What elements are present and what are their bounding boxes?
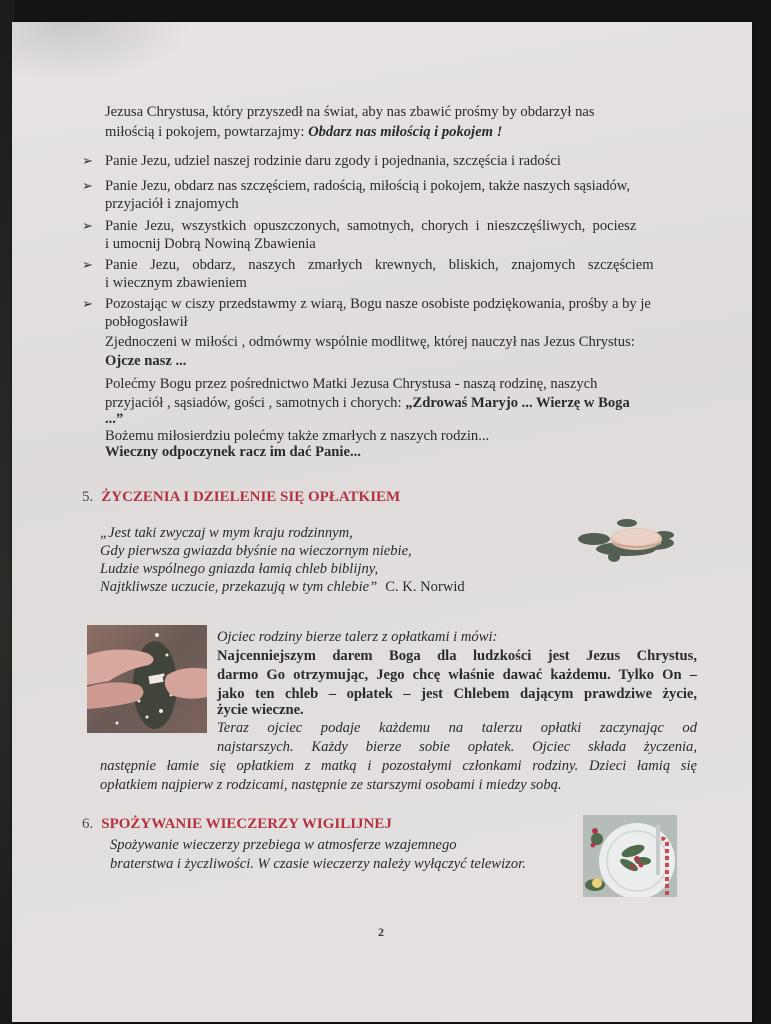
hail-mary-creed: „Zdrowaś Maryjo ... Wierzę w Boga (405, 395, 630, 411)
hail-mary-line-3: ...” (105, 411, 124, 427)
bullet-icon: ➢ (82, 178, 93, 193)
poem-line-3: Ludzie wspólnego gniazda łamią chleb biblijny, (100, 561, 379, 577)
poem-line-4 (100, 577, 465, 597)
intercession-3-line-2: i umocnij Dobrą Nowiną Zbawienia (105, 236, 316, 252)
instructions-line-3: następnie łamie się opłatkiem z matką i pozostałymi członkami rodziny. Dzieci łamią się (100, 758, 697, 774)
intercession-5-line-2: pobłogosławił (105, 314, 188, 330)
hands-breaking-wafer-image (87, 625, 207, 733)
father-words-line-2: darmo Go otrzymując, Jego chcę właśnie dawać każdemu. Tylko On – (217, 667, 697, 683)
section-5-number: 5. (82, 489, 94, 505)
intercession-3-line-1: Panie Jezu, wszystkich opuszczonych, samotnych, chorych i nieszczęśliwych, pociesz (105, 218, 637, 234)
intro-response: Obdarz nas miłością i pokojem ! (308, 124, 503, 140)
father-words-line-3: jako ten chleb – opłatek – jest Chlebem dającym prawdziwe życie, (217, 686, 697, 702)
bullet-icon: ➢ (82, 218, 93, 233)
intercession-5-line-1: Pozostając w ciszy przedstawmy z wiarą, Bogu nasze osobiste podziękowania, prośby a by je (105, 296, 651, 312)
our-father-intro: Zjednoczeni w miłości , odmówmy wspólnie modlitwę, której nauczył nas Jezus Chrystus: (105, 334, 635, 350)
father-words-line-1: Najcenniejszym darem Boga dla ludzkości jest Jezus Chrystus, (217, 648, 697, 664)
intercession-4-line-2: i wiecznym zbawieniem (105, 275, 247, 291)
hail-mary-line-1: Polećmy Bogu przez pośrednictwo Matki Jezusa Chrystusa - naszą rodzinę, naszych (105, 376, 598, 392)
section-5-heading (82, 489, 400, 506)
hail-mary-line-2 (105, 393, 630, 413)
poem-author: C. K. Norwid (385, 579, 465, 595)
departed-intro: Bożemu miłosierdziu polećmy także zmarłych z naszych rodzin... (105, 428, 490, 444)
intercession-4-line-1: Panie Jezu, obdarz, naszych zmarłych krewnych, bliskich, znajomych szczęściem (105, 257, 654, 273)
intercession-1: Panie Jezu, udziel naszej rodzinie daru zgody i pojednania, szczęścia i radości (105, 153, 561, 169)
section-6-text-line-2: braterstwa i życzliwości. W czasie wieczerzy należy wyłączyć telewizor. (110, 856, 526, 872)
intercession-2-line-2: przyjaciół i znajomych (105, 196, 239, 212)
section-5-title: ŻYCZENIA I DZIELENIE SIĘ OPŁATKIEM (101, 489, 401, 505)
intro-line-1: Jezusa Chrystusa, który przyszedł na świat, aby nas zbawić prośmy by obdarzył nas (105, 104, 595, 120)
intercession-2-line-1: Panie Jezu, obdarz nas szczęściem, radością, miłością i pokojem, także naszych sąsiadów, (105, 178, 631, 194)
plate-icon (583, 815, 677, 897)
father-words-line-4: życie wieczne. (217, 702, 304, 718)
poem-line-2: Gdy pierwsza gwiazda błyśnie na wieczornym niebie, (100, 543, 412, 559)
hail-mary-line-2-prefix: przyjaciół , sąsiadów, gości , samotnych i chorych: (105, 395, 406, 411)
wafer-image (572, 513, 680, 565)
page-number: 2 (378, 925, 384, 939)
poem-line-1: „Jest taki zwyczaj w mym kraju rodzinnym, (100, 525, 353, 541)
section-6-number: 6. (82, 816, 94, 832)
section-6-title: SPOŻYWANIE WIECZERZY WIGILIJNEJ (101, 816, 392, 832)
instructions-line-2: najstarszych. Każdy bierze sobie opłatek. Ojciec składa życzenia, (217, 739, 697, 755)
bullet-icon: ➢ (82, 296, 93, 311)
eternal-rest: Wieczny odpoczynek racz im dać Panie... (105, 444, 361, 460)
section-6-heading (82, 816, 392, 833)
section-6-text-line-1: Spożywanie wieczerzy przebiega w atmosferze wzajemnego (110, 837, 457, 853)
bullet-icon: ➢ (82, 257, 93, 272)
page-shadow (12, 22, 192, 82)
wafer-on-pine-icon (572, 513, 680, 565)
intro-line-2 (105, 122, 502, 142)
christmas-plate-image (583, 815, 677, 897)
hands-icon (87, 625, 207, 733)
instructions-line-4: opłatkiem najpierw z rodzicami, następnie ze starszymi osobami i miedzy sobą. (100, 777, 562, 793)
instructions-line-1: Teraz ojciec podaje każdemu na talerzu opłatki zaczynając od (217, 720, 697, 736)
our-father: Ojcze nasz ... (105, 353, 187, 369)
bullet-icon: ➢ (82, 153, 93, 168)
father-intro: Ojciec rodziny bierze talerz z opłatkami i mówi: (217, 629, 498, 645)
intro-line-2-prefix: miłością i pokojem, powtarzajmy: (105, 124, 309, 140)
poem-line-4-text: Najtkliwsze uczucie, przekazują w tym chlebie” (100, 579, 378, 595)
